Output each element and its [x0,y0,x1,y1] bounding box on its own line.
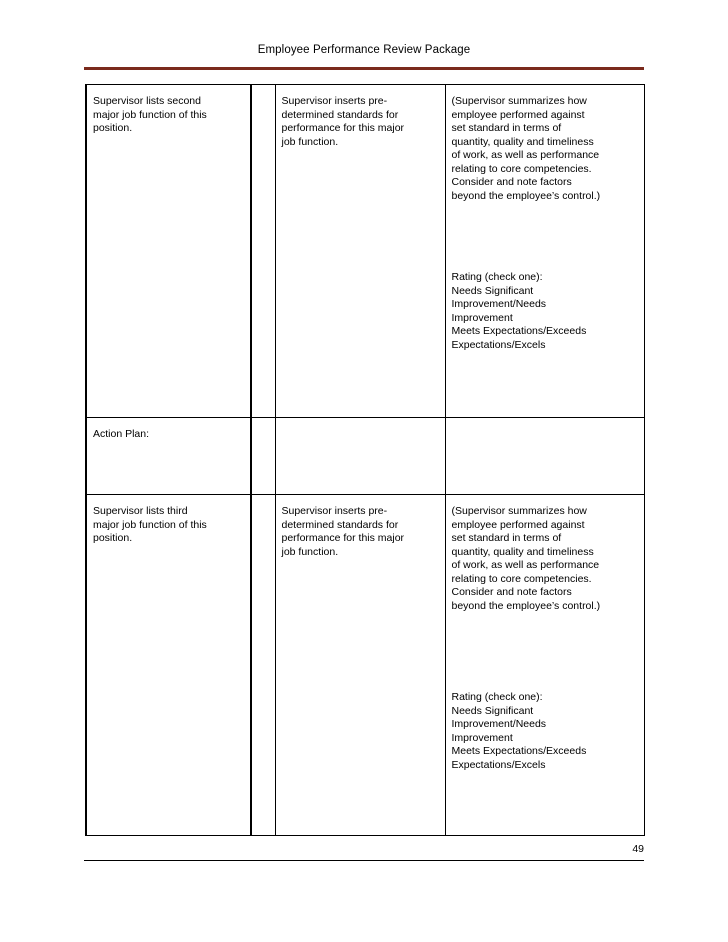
job-function-cell [86,85,251,418]
standards-cell [275,495,445,836]
standards-text: Supervisor inserts pre- determined standards for performance for this major job function. [281,95,405,148]
page-number: 49 [632,843,644,855]
footer-rule [84,860,644,861]
job-function-text: Supervisor lists second major job function of this position. [93,95,207,134]
standards-text: Supervisor inserts pre- determined standards for performance for this major job function. [281,505,405,558]
action-plan-cell [86,418,251,495]
job-function-text: Supervisor lists third major job function of this position. [93,505,207,544]
header-rule [84,67,644,70]
checkbox-column-cell[interactable] [251,85,275,418]
summary-cell [445,495,644,836]
job-function-cell [86,495,251,836]
summary-text: (Supervisor summarizes how employee performed against set standard in terms of quantity, quality and timeliness of work, as well as performance relating to core competencies. Consider and note factors beyond the employee’s control.) [451,95,601,202]
action-plan-label: Action Plan: [93,428,150,440]
action-plan-summary-cell[interactable] [445,418,644,495]
table-row-second-function [86,85,644,418]
summary-text: (Supervisor summarizes how employee performed against set standard in terms of quantity, quality and timeliness of work, as well as performance relating to core competencies. Consider and note factors beyond the employee’s control.) [451,505,601,612]
table-row-third-function [86,495,644,836]
standards-cell [275,85,445,418]
checkbox-column-cell[interactable] [251,495,275,836]
checkbox-column-cell[interactable] [251,418,275,495]
rating-text: Rating (check one): Needs Significant Improvement/Needs Improvement Meets Expectations/Exceeds Expectations/Excels [451,691,587,771]
page-header-title: Employee Performance Review Package [257,44,471,56]
action-plan-standards-cell[interactable] [275,418,445,495]
review-table [85,84,645,836]
table-row-action-plan [86,418,644,495]
rating-text: Rating (check one): Needs Significant Improvement/Needs Improvement Meets Expectations/Exceeds Expectations/Excels [451,271,587,351]
summary-cell [445,85,644,418]
